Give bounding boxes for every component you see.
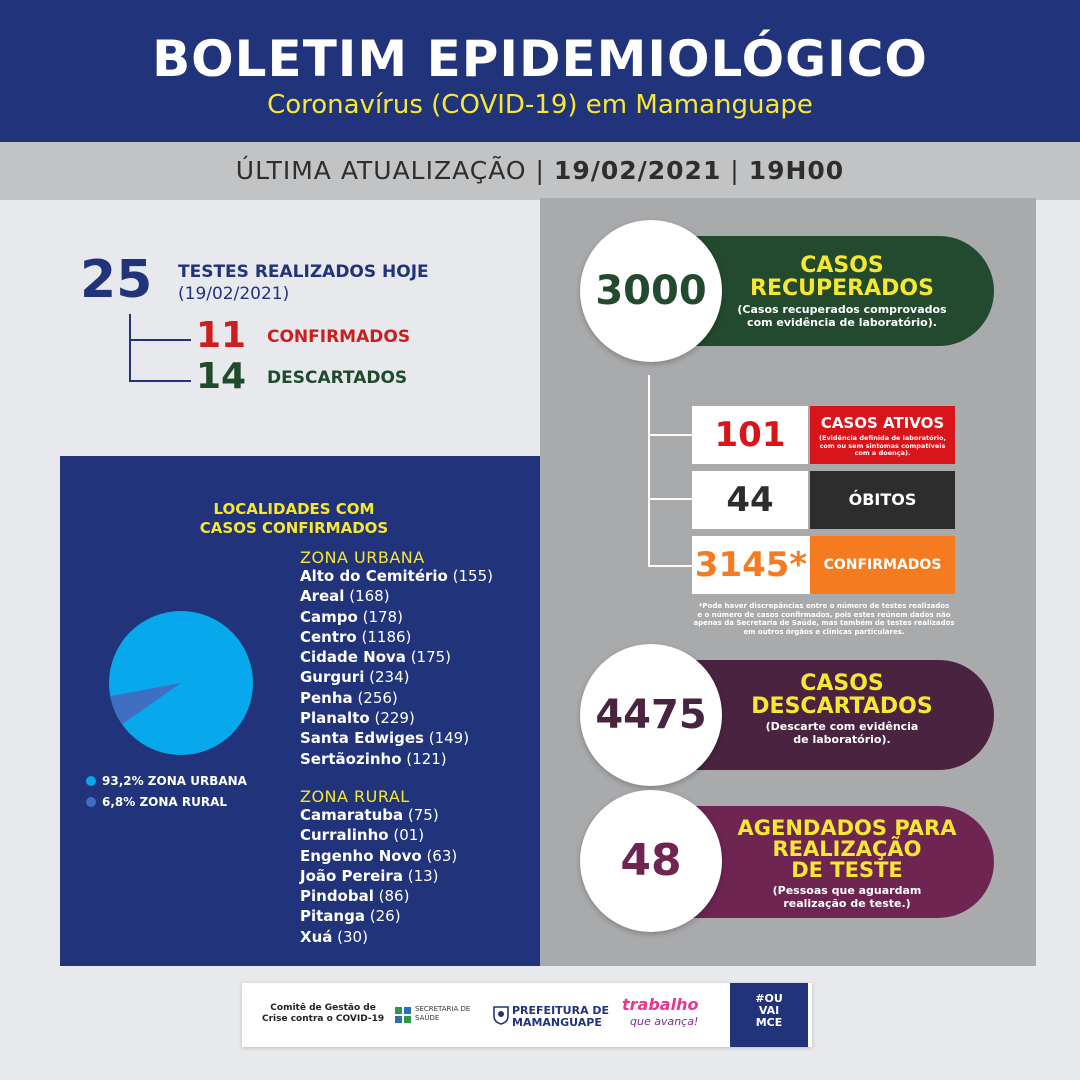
locality-count: (75)	[407, 806, 439, 824]
locality-count: (149)	[428, 729, 470, 748]
footnote-line: *Pode haver discrepâncias entre o número de testes realizados	[698, 602, 950, 610]
active-count: 101	[692, 406, 808, 464]
tests-discarded-count: 14	[196, 356, 247, 397]
branch-line	[648, 565, 692, 567]
legend-urban-label: 93,2% ZONA URBANA	[102, 774, 247, 788]
legend-urban-dot	[86, 776, 96, 786]
secretaria-line: SECRETARIA DE	[415, 1005, 471, 1013]
locality-name: João Pereira	[300, 866, 403, 885]
prefeitura-line: MAMANGUAPE	[512, 1016, 602, 1029]
health-cross-icon	[395, 1007, 411, 1023]
locality-item	[300, 906, 457, 926]
active-note-line: com ou sem sintomas compatíveis	[819, 441, 946, 450]
localities-panel	[60, 456, 540, 966]
locality-count: (168)	[349, 587, 390, 606]
scheduled-title-line: AGENDADOS PARA	[737, 816, 957, 840]
branch-line	[648, 375, 650, 567]
badge-line: VAI	[758, 1004, 780, 1017]
discarded-note-line: (Descarte com evidência	[765, 720, 919, 733]
tree-line	[129, 314, 131, 382]
locality-name: Cidade Nova	[300, 648, 406, 667]
locality-name: Engenho Novo	[300, 846, 422, 865]
active-note	[810, 435, 955, 458]
locality-name: Penha	[300, 688, 353, 707]
tests-count: 25	[80, 250, 153, 310]
footnote	[686, 602, 962, 636]
locality-count: (86)	[378, 887, 410, 906]
locality-count: (155)	[452, 567, 493, 585]
recovered-note	[722, 303, 962, 329]
confirmed-count: 3145*	[692, 536, 810, 594]
legend-rural-label: 6,8% ZONA RURAL	[102, 795, 228, 809]
locality-count: (01)	[393, 826, 425, 845]
scheduled-title	[722, 818, 972, 881]
separator: |	[730, 156, 740, 185]
urban-list	[300, 566, 493, 769]
active-note-line: (Evidência definida de laboratório,	[819, 434, 946, 442]
locality-name: Areal	[300, 587, 345, 606]
locality-name: Xuá	[300, 927, 333, 946]
locality-count: (175)	[410, 648, 452, 667]
locality-item	[300, 728, 493, 748]
tests-title: TESTES REALIZADOS HOJE	[178, 262, 429, 282]
locality-name: Pindobal	[300, 887, 374, 906]
scheduled-note-line: (Pessoas que aguardam	[772, 884, 922, 897]
trabalho-logo: trabalho	[622, 995, 699, 1014]
locality-count: (30)	[337, 927, 368, 946]
locality-name: Gurguri	[300, 668, 365, 687]
update-date: 19/02/2021	[553, 156, 722, 185]
locality-item	[300, 846, 457, 866]
locality-item	[300, 749, 493, 769]
discarded-title	[722, 672, 962, 718]
scheduled-note-line: realização de teste.)	[783, 897, 911, 910]
locality-name: Planalto	[300, 709, 370, 728]
discarded-note	[722, 720, 962, 746]
comite-line: Crise contra o COVID-19	[262, 1014, 385, 1024]
locality-name: Curralinho	[300, 826, 389, 845]
deaths-count: 44	[692, 471, 808, 529]
discarded-title-line: CASOS	[800, 671, 884, 696]
tests-confirmed-count: 11	[196, 315, 247, 356]
zone-urban-heading: ZONA URBANA	[300, 548, 425, 567]
locality-item	[300, 886, 457, 906]
page-title: BOLETIM EPIDEMIOLÓGICO	[152, 30, 928, 88]
locality-count: (256)	[357, 688, 398, 707]
discarded-count: 4475	[580, 644, 722, 786]
badge-text	[730, 993, 808, 1029]
scheduled-count: 48	[580, 790, 722, 932]
locality-item	[300, 647, 493, 667]
recovered-title	[722, 254, 962, 300]
update-bar	[0, 142, 1080, 200]
scheduled-title-line: REALIZAÇÃO	[772, 837, 922, 861]
badge-line: #OU	[755, 992, 783, 1005]
footnote-line: em outros órgãos e clínicas particulares.	[743, 627, 905, 636]
recovered-note-line: com evidência de laboratório).	[747, 316, 937, 329]
deaths-label: ÓBITOS	[810, 471, 955, 529]
locality-count: (234)	[369, 668, 410, 687]
branch-line	[648, 434, 692, 436]
locality-count: (63)	[426, 846, 458, 865]
localities-title	[60, 500, 528, 538]
tests-discarded-label: DESCARTADOS	[267, 368, 408, 388]
update-label: ÚLTIMA ATUALIZAÇÃO	[235, 156, 527, 185]
prefeitura-line: PREFEITURA DE	[512, 1004, 610, 1017]
locality-item	[300, 805, 457, 825]
legend-urban	[86, 774, 247, 788]
locality-item	[300, 667, 493, 687]
locality-item	[300, 627, 493, 647]
locality-item	[300, 708, 493, 728]
locality-name: Alto do Cemitério	[300, 567, 448, 585]
tests-date: (19/02/2021)	[178, 284, 290, 304]
recovered-note-line: (Casos recuperados comprovados	[737, 303, 947, 316]
page-subtitle: Coronavírus (COVID-19) em Mamanguape	[267, 90, 813, 120]
locality-count: (121)	[406, 749, 447, 768]
active-note-line: com a doença).	[854, 449, 911, 457]
discarded-note-line: de laboratório).	[793, 733, 891, 746]
footer-logos	[242, 983, 812, 1047]
tree-line	[129, 380, 191, 382]
legend-rural-dot	[86, 797, 96, 807]
active-label: CASOS ATIVOS	[820, 414, 945, 432]
discarded-title-line: DESCARTADOS	[751, 694, 933, 719]
coat-of-arms-icon	[492, 1005, 510, 1025]
trabalho-slogan: que avança!	[630, 1015, 699, 1028]
zone-rural-heading: ZONA RURAL	[300, 787, 410, 806]
separator: |	[535, 156, 545, 185]
footnote-line: e o número de casos confirmados, pois estes reúnem dados não	[697, 610, 951, 619]
recovered-title-line: CASOS	[800, 253, 884, 278]
update-time: 19H00	[748, 156, 845, 185]
locality-item	[300, 566, 493, 586]
locality-item	[300, 927, 457, 947]
scheduled-note	[722, 884, 972, 910]
legend-rural	[86, 795, 227, 809]
campaign-badge	[730, 983, 808, 1047]
secretaria-text	[415, 1005, 470, 1023]
confirmed-label: CONFIRMADOS	[810, 536, 955, 594]
locality-name: Centro	[300, 627, 357, 646]
locality-count: (26)	[369, 907, 401, 926]
comite-line: Comitê de Gestão de	[270, 1003, 376, 1013]
prefeitura-text	[512, 1005, 609, 1029]
locality-count: (1186)	[361, 627, 412, 646]
recovered-title-line: RECUPERADOS	[750, 276, 934, 301]
footnote-line: apenas da Secretaria de Saúde, mas também de testes realizados	[693, 619, 955, 627]
locality-item	[300, 586, 493, 606]
locality-item	[300, 825, 457, 845]
locality-name: Pitanga	[300, 907, 365, 926]
branch-line	[648, 498, 692, 500]
locality-count: (13)	[407, 866, 439, 885]
locality-item	[300, 688, 493, 708]
locality-name: Santa Edwiges	[300, 729, 424, 748]
header-banner	[0, 0, 1080, 142]
active-label-box	[810, 406, 955, 464]
locality-name: Sertãozinho	[300, 749, 402, 768]
locality-item	[300, 866, 457, 886]
scheduled-title-line: DE TESTE	[791, 858, 903, 882]
locality-count: (229)	[374, 709, 415, 728]
rural-list	[300, 805, 457, 947]
locality-name: Campo	[300, 607, 358, 626]
recovered-count: 3000	[580, 220, 722, 362]
badge-line: MCE	[755, 1016, 783, 1029]
localities-title-line: LOCALIDADES COM	[213, 500, 375, 518]
secretaria-line: SAÚDE	[415, 1014, 440, 1022]
locality-item	[300, 607, 493, 627]
comite-text	[262, 1003, 384, 1025]
localities-title-line: CASOS CONFIRMADOS	[199, 519, 389, 537]
locality-name: Camaratuba	[300, 806, 404, 824]
tree-line	[129, 339, 191, 341]
locality-count: (178)	[362, 607, 403, 626]
tests-confirmed-label: CONFIRMADOS	[267, 327, 411, 347]
zone-pie-chart	[106, 608, 256, 758]
